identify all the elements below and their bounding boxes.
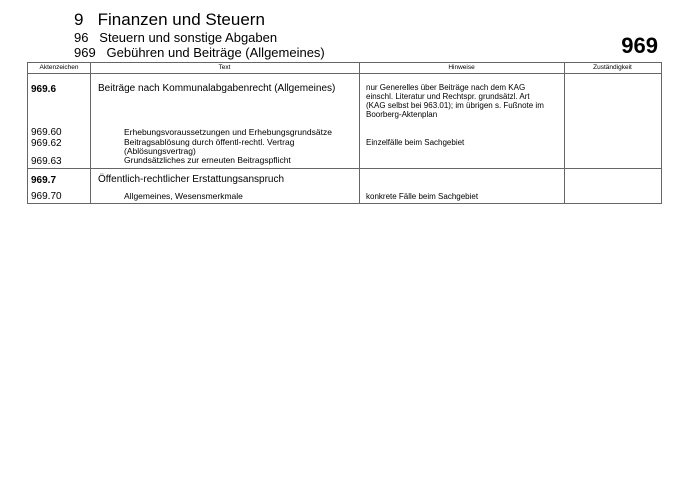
item-text: Grundsätzliches zur erneuten Beitragspflicht <box>124 155 291 165</box>
col-header-hinweise: Hinweise <box>359 63 564 74</box>
section-title: Beiträge nach Kommunalabgabenrecht (Allgemeines) <box>98 83 336 94</box>
document-header <box>74 10 325 60</box>
section-divider <box>28 168 661 169</box>
item-note: Einzelfälle beim Sachgebiet <box>366 138 465 147</box>
header-subgroup: 969 Gebühren und Beiträge (Allgemeines) <box>74 45 325 60</box>
column-divider <box>359 63 360 203</box>
item-text: Beitragsablösung durch öffentl-rechtl. Vertrag <box>124 137 295 147</box>
section-note-line: Boorberg-Aktenplan <box>366 110 438 119</box>
header-group: 96 Steuern und sonstige Abgaben <box>74 30 278 45</box>
section-note-line: nur Generelles über Beiträge nach dem KAG <box>366 83 526 92</box>
item-code: 969.62 <box>31 138 62 149</box>
col-header-text: Text <box>90 63 359 74</box>
item-note: konkrete Fälle beim Sachgebiet <box>366 192 479 201</box>
section-title: Öffentlich-rechtlicher Erstattungsanspruch <box>98 174 285 185</box>
item-code: 969.63 <box>31 156 62 167</box>
section-code: 969.6 <box>31 84 57 95</box>
item-code: 969.70 <box>31 191 62 202</box>
section-code: 969.7 <box>31 175 57 186</box>
header-chapter: 9 Finanzen und Steuern <box>74 10 265 29</box>
section-note-line: einschl. Literatur und Rechtspr. grundsätzl. Art <box>366 92 530 101</box>
section-note-line: (KAG selbst bei 963.01); im übrigen s. Fußnote im <box>366 101 544 110</box>
col-header-zustaendigkeit: Zuständigkeit <box>564 63 661 74</box>
item-text-continued: (Ablösungsvertrag) <box>124 146 196 156</box>
col-header-aktenzeichen: Aktenzeichen <box>28 63 90 74</box>
page-number: 969 <box>621 33 658 58</box>
column-divider <box>90 63 91 203</box>
column-divider <box>564 63 565 203</box>
item-code: 969.60 <box>31 127 62 138</box>
item-text: Erhebungsvoraussetzungen und Erhebungsgrundsätze <box>124 127 332 137</box>
item-text: Allgemeines, Wesensmerkmale <box>124 191 243 201</box>
file-plan-table <box>27 62 662 204</box>
